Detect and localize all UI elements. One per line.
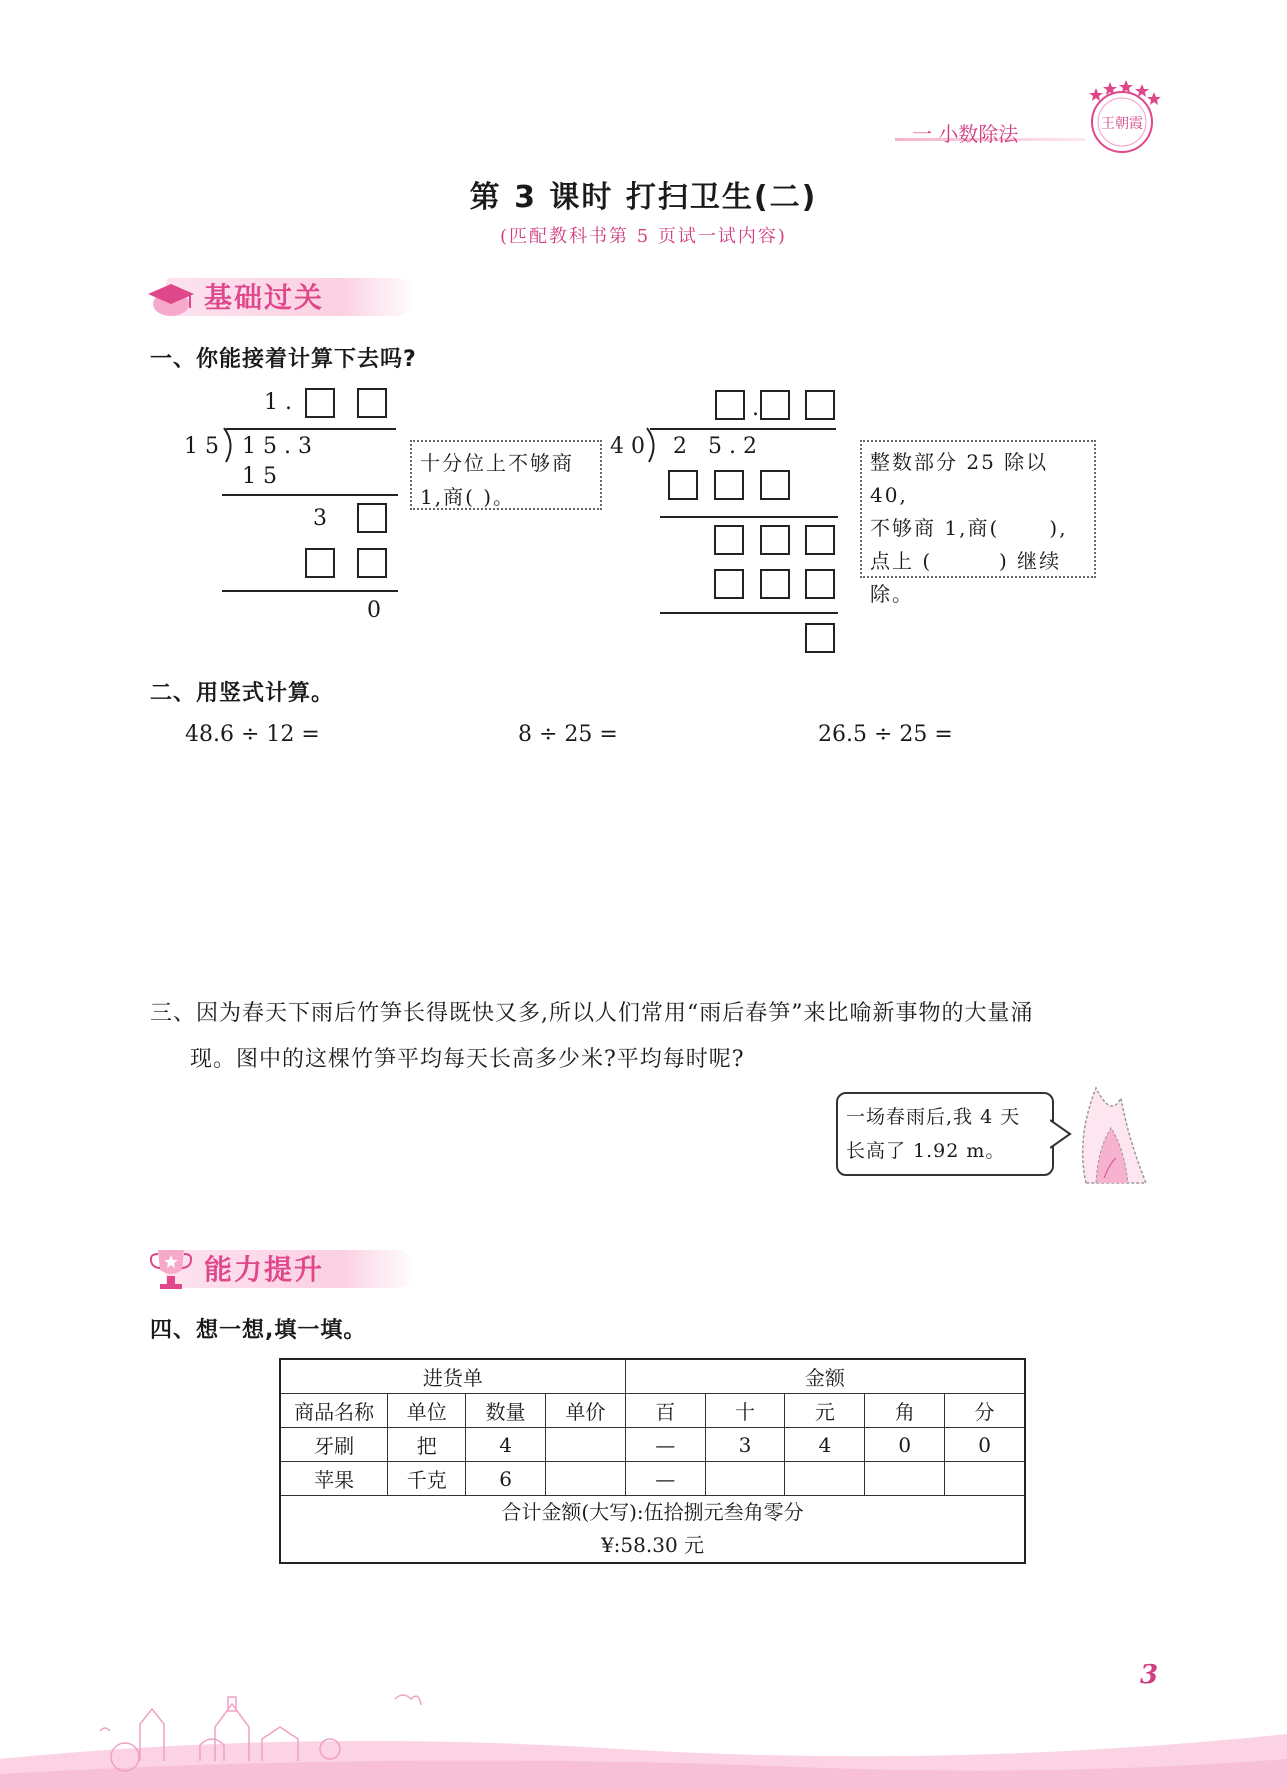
q2-title: 二、用竖式计算。 (150, 681, 335, 706)
table-total-row (280, 1496, 1025, 1564)
column-header: 商品名称 (280, 1394, 388, 1428)
total-in-figures: ¥:58.30 元 (600, 1533, 705, 1557)
column-header: 数量 (466, 1394, 546, 1428)
table-cell-blank[interactable] (545, 1462, 625, 1496)
q1-left-hint: 十分位上不够商 1,商( )。 (410, 440, 602, 510)
subtraction-line (660, 516, 838, 518)
subtraction-line (660, 612, 838, 614)
graduation-cap-icon (146, 274, 196, 320)
bubble-line: 长高了 1.92 m。 (846, 1140, 1006, 1162)
q1-left-sub1: 1 5 (242, 464, 277, 489)
answer-box[interactable] (760, 525, 790, 555)
q1-right-quotient-dot: . (752, 396, 759, 421)
answer-box[interactable] (760, 390, 790, 420)
division-bar (650, 428, 836, 430)
table-cell: 0 (945, 1428, 1025, 1462)
section-advanced (146, 1244, 446, 1294)
answer-box[interactable] (805, 390, 835, 420)
answer-box[interactable] (805, 525, 835, 555)
table-cell: 把 (388, 1428, 466, 1462)
trophy-icon (146, 1246, 196, 1292)
q1-left-divisor: 1 5 (184, 434, 219, 459)
q1-right-dividend: 2 5 . 2 (673, 434, 757, 459)
section-advanced-label: 能力提升 (204, 1253, 325, 1286)
table-cell: 3 (705, 1428, 785, 1462)
q1-left-final: 0 (367, 598, 381, 623)
table-cell-blank[interactable] (545, 1428, 625, 1462)
answer-box[interactable] (760, 569, 790, 599)
answer-box[interactable] (714, 569, 744, 599)
answer-box[interactable] (357, 548, 387, 578)
table-cell: — (625, 1428, 705, 1462)
q2-item: 8 ÷ 25 = (518, 722, 618, 747)
q1-left-quotient: 1 . (264, 390, 292, 415)
answer-box[interactable] (714, 525, 744, 555)
column-header: 十 (705, 1394, 785, 1428)
table-cell-blank[interactable] (785, 1462, 865, 1496)
table-row (280, 1428, 1025, 1462)
q1-right-divisor: 4 0 (610, 434, 645, 459)
column-header: 单位 (388, 1394, 466, 1428)
speech-bubble (836, 1092, 1054, 1176)
page-title: 第 3 课时 打扫卫生(二) (469, 180, 818, 215)
table-cell: 牙刷 (280, 1428, 388, 1462)
publisher-logo (1082, 78, 1162, 158)
q1-left-rem1: 3 (313, 506, 327, 531)
purchase-ledger-table (279, 1358, 1026, 1564)
division-bracket (645, 426, 661, 464)
q2-item: 48.6 ÷ 12 = (185, 722, 320, 747)
q3-text-line1: 三、因为春天下雨后竹笋长得既快又多,所以人们常用“雨后春笋”来比喻新事物的大量涌 (150, 1001, 1034, 1026)
column-header: 元 (785, 1394, 865, 1428)
table-cell: 6 (466, 1462, 546, 1496)
logo-text: 王朝霞 (1101, 116, 1143, 132)
answer-box[interactable] (805, 569, 835, 599)
q1-left-dividend: 1 5 . 3 (242, 434, 312, 459)
bamboo-shoot-icon (1066, 1078, 1166, 1188)
bubble-line: 一场春雨后,我 4 天 (846, 1106, 1021, 1128)
table-cell: 千克 (388, 1462, 466, 1496)
section-basic-label: 基础过关 (204, 281, 325, 314)
answer-box[interactable] (305, 388, 335, 418)
hint-line: 不够商 1,商( ), (870, 516, 1068, 540)
table-total-cell (280, 1496, 1025, 1564)
table-header-left: 进货单 (280, 1359, 625, 1394)
division-bracket (222, 426, 238, 464)
answer-box[interactable] (805, 623, 835, 653)
page-number: 3 (1140, 1660, 1159, 1690)
table-cell: — (625, 1462, 705, 1496)
table-header-row (280, 1359, 1025, 1394)
total-in-words: 合计金额(大写):伍拾捌元叁角零分 (501, 1500, 804, 1524)
column-header: 百 (625, 1394, 705, 1428)
subtraction-line (222, 590, 398, 592)
q1-right-hint (860, 440, 1096, 606)
column-header: 分 (945, 1394, 1025, 1428)
q4-title: 四、想一想,填一填。 (150, 1318, 367, 1343)
answer-box[interactable] (715, 390, 745, 420)
section-basic (146, 272, 446, 322)
table-header-right: 金额 (625, 1359, 1025, 1394)
table-column-row (280, 1394, 1025, 1428)
hint-line: 点上 ( ) 继续 (870, 549, 1062, 573)
table-cell: 苹果 (280, 1462, 388, 1496)
division-bar (226, 428, 396, 430)
page-subtitle: (匹配教科书第 5 页试一试内容) (500, 226, 787, 247)
answer-box[interactable] (668, 470, 698, 500)
table-cell-blank[interactable] (865, 1462, 945, 1496)
q3-text-line2: 现。图中的这棵竹笋平均每天长高多少米?平均每时呢? (190, 1047, 745, 1072)
q1-title: 一、你能接着计算下去吗? (150, 347, 417, 372)
answer-box[interactable] (357, 503, 387, 533)
footer-town-illustration (0, 1639, 1287, 1789)
table-cell: 4 (785, 1428, 865, 1462)
table-cell: 4 (466, 1428, 546, 1462)
table-cell: 0 (865, 1428, 945, 1462)
subtraction-line (222, 494, 398, 496)
table-cell-blank[interactable] (945, 1462, 1025, 1496)
table-cell-blank[interactable] (705, 1462, 785, 1496)
q2-item: 26.5 ÷ 25 = (818, 722, 953, 747)
column-header: 角 (865, 1394, 945, 1428)
answer-box[interactable] (760, 470, 790, 500)
column-header: 单价 (545, 1394, 625, 1428)
answer-box[interactable] (305, 548, 335, 578)
hint-line: 整数部分 25 除以 40, (870, 450, 1049, 507)
answer-box[interactable] (357, 388, 387, 418)
answer-box[interactable] (714, 470, 744, 500)
hint-line: 除。 (870, 582, 914, 606)
table-row (280, 1462, 1025, 1496)
chapter-label: 一 小数除法 (912, 122, 1019, 146)
